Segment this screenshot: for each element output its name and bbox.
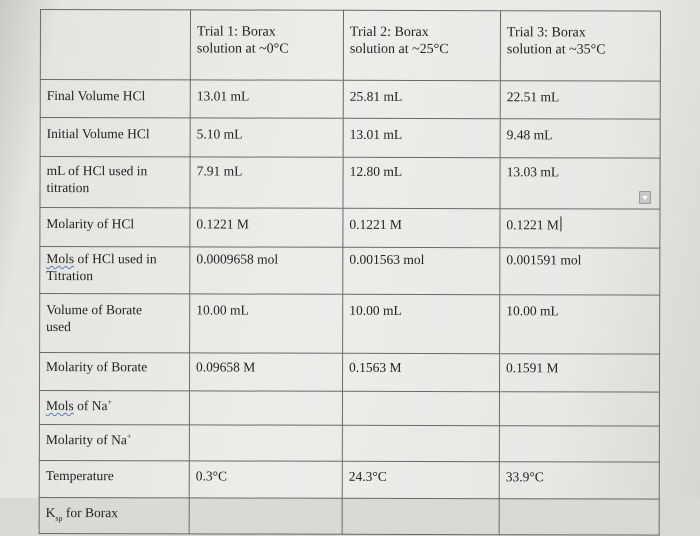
cell-trial-2[interactable]: 0.1221 M	[343, 208, 500, 247]
cell-trial-2[interactable]: 25.81 mL	[343, 80, 500, 118]
table-header-row	[40, 10, 660, 82]
row-label-line2: Titration	[46, 268, 94, 284]
header-trial-1[interactable]	[190, 10, 343, 80]
row-label-superscript: +	[107, 397, 113, 407]
table-row-molarity-hcl	[40, 208, 660, 249]
cell-trial-3[interactable]	[500, 209, 660, 248]
cell-trial-3-value: 0.1221 M	[506, 217, 559, 233]
cell-trial-3[interactable]: 0.1591 M	[499, 354, 659, 392]
row-label-superscript: +	[126, 431, 132, 441]
row-label-spellcheck-word: Mols	[46, 251, 75, 267]
table-row-molarity-na	[39, 424, 659, 462]
cell-trial-3[interactable]: 10.00 mL	[500, 295, 660, 354]
row-label: Molarity of Borate	[40, 353, 190, 391]
cell-trial-1[interactable]: 0.0009658 mol	[190, 247, 343, 294]
row-label	[39, 497, 189, 533]
text-cursor	[560, 216, 561, 231]
row-label: Final Volume HCl	[40, 80, 190, 118]
header-trial-2[interactable]	[343, 10, 500, 80]
cell-trial-1[interactable]: 7.91 mL	[190, 157, 343, 208]
cell-trial-1[interactable]: 0.09658 M	[190, 353, 343, 391]
cell-trial-2[interactable]	[342, 498, 499, 534]
cell-trial-3[interactable]: 13.03 mL	[500, 158, 660, 209]
cell-trial-1[interactable]: 5.10 mL	[190, 118, 343, 157]
row-label-k: K	[45, 505, 56, 521]
table-row-ml-hcl	[40, 157, 660, 210]
cell-trial-3[interactable]: 33.9°C	[499, 462, 659, 499]
cell-trial-1[interactable]: 13.01 mL	[190, 80, 343, 118]
row-label	[39, 424, 189, 460]
table-row-final-volume	[40, 80, 660, 120]
cell-trial-2[interactable]: 0.1563 M	[343, 353, 500, 391]
cell-trial-3[interactable]: 9.48 mL	[500, 119, 660, 158]
row-label-line1: mL of HCl used in	[46, 163, 148, 179]
row-label	[40, 294, 190, 353]
row-label-rest: of Na	[73, 398, 108, 414]
cell-trial-2[interactable]: 0.001563 mol	[343, 247, 500, 294]
cell-trial-3[interactable]	[499, 426, 659, 462]
cell-trial-2[interactable]	[342, 391, 499, 425]
row-label: Initial Volume HCl	[40, 118, 190, 157]
cell-trial-3[interactable]: 0.001591 mol	[500, 248, 660, 295]
cell-trial-1[interactable]: 0.3°C	[189, 461, 342, 498]
row-label-rest: of HCl used in	[74, 251, 157, 267]
header-trial-2-line2: solution at ~25°C	[349, 41, 449, 58]
header-trial-3-line2: solution at ~35°C	[506, 42, 606, 58]
cell-trial-3[interactable]	[499, 499, 659, 535]
row-label-line1: Volume of Borate	[46, 302, 142, 318]
row-label: Molarity of HCl	[40, 208, 190, 247]
row-label-spellcheck-word: Mols	[45, 398, 74, 414]
table-row-ksp	[39, 497, 659, 535]
cell-trial-1[interactable]	[189, 425, 342, 461]
row-label-line2: titration	[46, 180, 90, 196]
cell-trial-3[interactable]	[499, 392, 659, 426]
cell-trial-2[interactable]: 24.3°C	[342, 461, 499, 498]
header-trial-3[interactable]	[500, 11, 660, 81]
row-label-text: Molarity of Na	[45, 432, 127, 448]
table-row-initial-volume	[40, 118, 660, 159]
row-label-rest: for Borax	[62, 505, 119, 521]
row-label-line2: used	[46, 319, 71, 335]
cell-trial-1[interactable]: 0.1221 M	[190, 208, 343, 247]
header-trial-2-line1: Trial 2: Borax	[349, 24, 429, 41]
header-cell-empty[interactable]	[40, 10, 190, 80]
cell-trial-3[interactable]: 22.51 mL	[500, 81, 660, 119]
cell-trial-2[interactable]: 12.80 mL	[343, 157, 500, 208]
table-resize-handle-icon[interactable]	[639, 191, 651, 204]
header-trial-3-line1: Trial 3: Borax	[506, 25, 586, 41]
table-row-molarity-borate	[40, 353, 660, 393]
cell-trial-1[interactable]	[189, 498, 342, 534]
row-label: Temperature	[39, 460, 189, 497]
row-label	[40, 247, 190, 294]
cell-trial-2[interactable]	[342, 425, 499, 461]
table-row-temperature	[39, 460, 659, 499]
table-row-mols-hcl	[40, 247, 660, 296]
cell-trial-1[interactable]	[189, 391, 342, 425]
cell-trial-2[interactable]: 10.00 mL	[343, 294, 500, 353]
cell-trial-2[interactable]: 13.01 mL	[343, 118, 500, 157]
table-row-mols-na	[39, 391, 659, 427]
cell-trial-1[interactable]: 10.00 mL	[190, 294, 343, 353]
row-label-subscript: sp	[55, 513, 63, 523]
row-label	[39, 391, 189, 425]
header-trial-1-line2: solution at ~0°C	[196, 41, 289, 57]
row-label	[40, 157, 190, 208]
header-trial-1-line1: Trial 1: Borax	[196, 24, 276, 40]
borax-data-table	[39, 9, 661, 536]
table-row-volume-borate	[40, 294, 660, 355]
